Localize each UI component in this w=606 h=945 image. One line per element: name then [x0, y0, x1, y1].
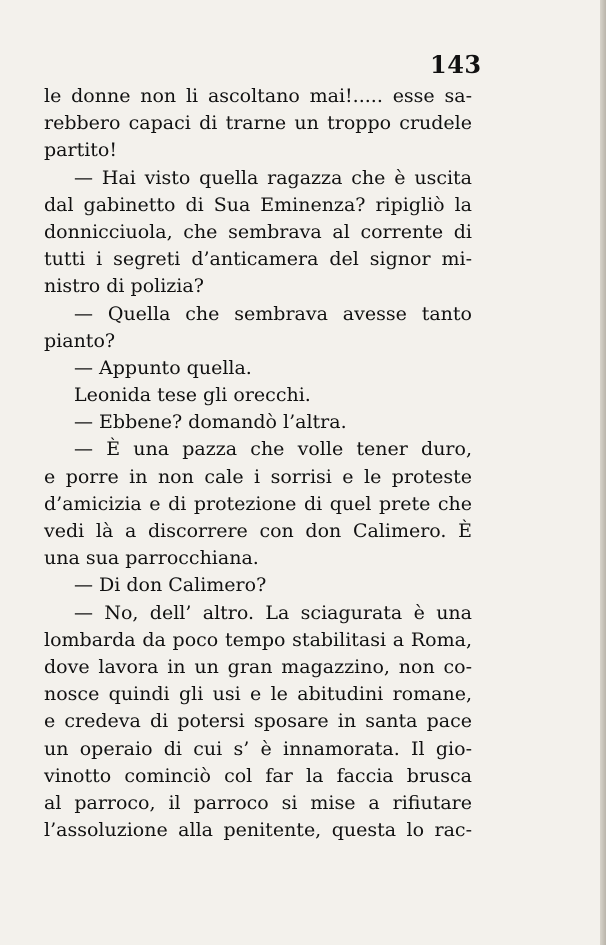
- text-line: l’assoluzione alla penitente, questa lo rac-: [44, 819, 472, 842]
- text-line: — Quella che sembrava avesse tanto: [74, 302, 472, 325]
- text-line: — No, dell’ altro. La sciagurata è una: [74, 601, 472, 624]
- text-line: le donne non li ascoltano mai!..... esse sa-: [44, 85, 472, 107]
- text-line: nosce quindi gli usi e le abitudini romane,: [44, 683, 472, 706]
- text-line: — È una pazza che volle tener duro,: [74, 438, 472, 461]
- text-line: e credeva di potersi sposare in santa pace: [44, 710, 472, 733]
- text-line: — Di don Calimero?: [74, 574, 267, 597]
- page-number: 143: [430, 50, 482, 79]
- text-line: pianto?: [44, 329, 116, 352]
- body-text: [44, 83, 472, 844]
- page-binding-edge: [600, 0, 606, 945]
- text-line: dove lavora in un gran magazzino, non co-: [44, 655, 472, 678]
- text-line: vedi là a discorrere con don Calimero. È: [44, 520, 472, 542]
- text-line: un operaio di cui s’ è innamorata. Il gio-: [44, 737, 472, 760]
- text-line: vinotto cominciò col far la faccia brusca: [44, 764, 472, 787]
- text-line: tutti i segreti d’anticamera del signor mi-: [44, 248, 472, 271]
- text-line: una sua parrocchiana.: [44, 547, 259, 570]
- text-line: d’amicizia e di protezione di quel prete che: [44, 492, 472, 515]
- text-line: e porre in non cale i sorrisi e le proteste: [44, 465, 472, 488]
- text-line: — Hai visto quella ragazza che è uscita: [74, 166, 472, 189]
- text-line: Leonida tese gli orecchi.: [74, 384, 311, 407]
- text-line: nistro di polizia?: [44, 275, 204, 298]
- text-line: partito!: [44, 139, 117, 162]
- text-line: dal gabinetto di Sua Eminenza? ripigliò la: [44, 193, 472, 216]
- text-line: al parroco, il parroco si mise a rifiutare: [44, 791, 472, 814]
- text-line: rebbero capaci di trarne un troppo crudele: [44, 112, 472, 135]
- text-line: — Ebbene? domandò l’altra.: [74, 411, 347, 434]
- text-line: — Appunto quella.: [74, 356, 252, 379]
- text-line: donnicciuola, che sembrava al corrente di: [44, 220, 472, 243]
- text-line: lombarda da poco tempo stabilitasi a Roma,: [44, 628, 472, 651]
